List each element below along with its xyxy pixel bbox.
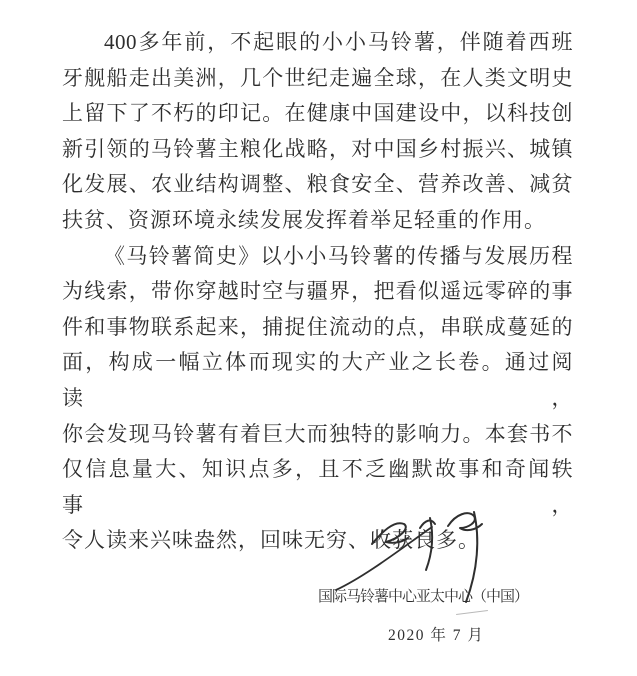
text-line: 上留下了不朽的印记。在健康中国建设中，以科技创 (62, 101, 573, 126)
text-line: 牙舰船走出美洲，几个世纪走遍全球，在人类文明史 (62, 65, 573, 90)
text-line: 仅信息量大、知识点多，且不乏幽默故事和奇闻轶事， (62, 457, 573, 517)
text-line: 件和事物联系起来，捕捉住流动的点，串联成蔓延的 (62, 314, 573, 339)
text-line: 面，构成一幅立体而现实的大产业之长卷。通过阅读， (62, 350, 573, 410)
text-line: 为线索，带你穿越时空与疆界，把看似遥远零碎的事 (62, 279, 573, 304)
text-line: 新引领的马铃薯主粮化战略，对中国乡村振兴、城镇 (62, 136, 573, 161)
text-line: 你会发现马铃薯有着巨大而独特的影响力。本套书不 (62, 421, 573, 446)
text-line: 扶贫、资源环境永续发展发挥着举足轻重的作用。 (62, 207, 546, 232)
signature-date: 2020 年 7 月 (388, 627, 485, 644)
paragraph-1 (62, 25, 573, 239)
text-line: 《马铃薯简史》以小小马铃薯的传播与发展历程 (104, 243, 573, 268)
text-line: 400多年前，不起眼的小小马铃薯，伴随着西班 (104, 30, 573, 54)
text-line: 化发展、农业结构调整、粮食安全、营养改善、减贫 (62, 172, 573, 197)
signature-organization: 国际马铃薯中心亚太中心（中国） (318, 589, 529, 605)
preface-body (62, 25, 573, 559)
paragraph-2 (62, 239, 573, 559)
text-line: 令人读来兴味盎然，回味无穷、收获良多。 (62, 528, 480, 553)
stray-ink-mark (456, 610, 488, 615)
